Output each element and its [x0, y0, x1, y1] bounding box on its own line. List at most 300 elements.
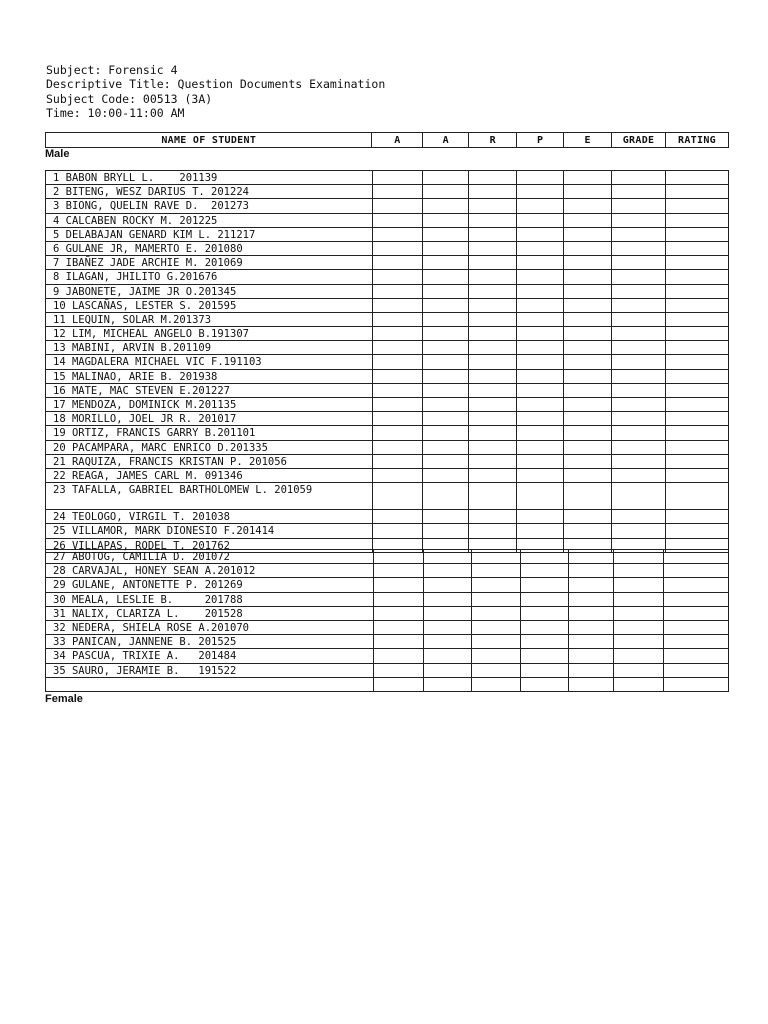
e-cell[interactable] [564, 510, 612, 524]
rating-cell[interactable] [664, 677, 729, 691]
a1-cell[interactable] [373, 592, 424, 606]
a2-cell[interactable] [423, 510, 469, 524]
r-cell[interactable] [469, 185, 517, 199]
table-row [46, 227, 729, 241]
r-cell[interactable] [469, 312, 517, 326]
rating-cell[interactable] [666, 227, 729, 241]
rating-cell[interactable] [664, 592, 729, 606]
p-cell[interactable] [517, 398, 564, 412]
grade-cell[interactable] [614, 649, 664, 663]
e-cell[interactable] [569, 592, 614, 606]
a2-cell[interactable] [424, 663, 472, 677]
a1-cell[interactable] [372, 213, 423, 227]
grade-cell[interactable] [614, 578, 664, 592]
grade-cell[interactable] [612, 256, 666, 270]
student-name-cell: 26 VILLAPAS, RODEL T. 201762 [46, 538, 373, 552]
p-cell[interactable] [517, 270, 564, 284]
p-cell[interactable] [517, 383, 564, 397]
grade-cell[interactable] [612, 483, 666, 510]
r-cell[interactable] [469, 327, 517, 341]
table-row [46, 510, 729, 524]
a2-cell[interactable] [424, 635, 472, 649]
a1-cell[interactable] [372, 440, 423, 454]
r-cell[interactable] [469, 213, 517, 227]
grade-cell[interactable] [614, 564, 664, 578]
r-cell[interactable] [472, 620, 521, 634]
grade-cell[interactable] [612, 383, 666, 397]
a2-cell[interactable] [424, 564, 472, 578]
rating-cell[interactable] [666, 440, 729, 454]
r-cell[interactable] [469, 510, 517, 524]
student-name-cell: 13 MABINI, ARVIN B.201109 [46, 341, 373, 355]
e-cell[interactable] [564, 383, 612, 397]
student-name-cell: 8 ILAGAN, JHILITO G.201676 [46, 270, 373, 284]
subject-line: Subject: Forensic 4 [46, 63, 178, 77]
e-cell[interactable] [569, 578, 614, 592]
rating-cell[interactable] [666, 398, 729, 412]
rating-cell[interactable] [666, 341, 729, 355]
e-cell[interactable] [564, 256, 612, 270]
a1-cell[interactable] [372, 185, 423, 199]
p-cell[interactable] [517, 355, 564, 369]
grade-cell[interactable] [614, 606, 664, 620]
a1-cell[interactable] [372, 227, 423, 241]
p-cell[interactable] [521, 677, 569, 691]
rating-cell[interactable] [666, 256, 729, 270]
p-cell[interactable] [517, 483, 564, 510]
grade-cell[interactable] [614, 550, 664, 564]
student-name-cell: 33 PANICAN, JANNENE B. 201525 [46, 635, 374, 649]
e-cell[interactable] [564, 355, 612, 369]
student-name-cell: 34 PASCUA, TRIXIE A. 201484 [46, 649, 374, 663]
student-name-cell: 12 LIM, MICHEAL ANGELO B.191307 [46, 327, 373, 341]
table-row [46, 270, 729, 284]
p-cell[interactable] [517, 341, 564, 355]
a1-cell[interactable] [373, 564, 424, 578]
p-cell[interactable] [517, 241, 564, 255]
grade-cell[interactable] [614, 677, 664, 691]
a2-cell[interactable] [423, 284, 469, 298]
r-cell[interactable] [469, 524, 517, 538]
rating-cell[interactable] [666, 426, 729, 440]
rating-cell[interactable] [666, 355, 729, 369]
a2-cell[interactable] [423, 270, 469, 284]
p-cell[interactable] [521, 564, 569, 578]
rating-cell[interactable] [666, 510, 729, 524]
e-cell[interactable] [564, 341, 612, 355]
a2-cell[interactable] [423, 341, 469, 355]
p-cell[interactable] [521, 635, 569, 649]
r-cell[interactable] [472, 635, 521, 649]
grade-cell[interactable] [612, 510, 666, 524]
grade-cell[interactable] [612, 369, 666, 383]
a2-cell[interactable] [424, 550, 472, 564]
a1-cell[interactable] [372, 284, 423, 298]
table-row [46, 398, 729, 412]
p-cell[interactable] [517, 440, 564, 454]
grade-cell[interactable] [612, 312, 666, 326]
a1-cell[interactable] [372, 241, 423, 255]
grade-cell[interactable] [612, 327, 666, 341]
a1-cell[interactable] [373, 620, 424, 634]
student-name-cell: 15 MALINAO, ARIE B. 201938 [46, 369, 373, 383]
table-row [46, 341, 729, 355]
grade-cell[interactable] [612, 185, 666, 199]
p-cell[interactable] [517, 213, 564, 227]
rating-cell[interactable] [666, 369, 729, 383]
a1-cell[interactable] [373, 677, 424, 691]
a2-cell[interactable] [423, 185, 469, 199]
p-cell[interactable] [521, 578, 569, 592]
rating-cell[interactable] [666, 383, 729, 397]
student-name-cell: 18 MORILLO, JOEL JR R. 201017 [46, 412, 373, 426]
time-line: Time: 10:00-11:00 AM [46, 105, 185, 120]
a1-cell[interactable] [372, 524, 423, 538]
e-cell[interactable] [569, 620, 614, 634]
p-cell[interactable] [521, 550, 569, 564]
e-cell[interactable] [564, 241, 612, 255]
e-cell[interactable] [569, 635, 614, 649]
p-cell[interactable] [517, 171, 564, 185]
r-cell[interactable] [472, 564, 521, 578]
student-name-cell: 16 MATE, MAC STEVEN E.201227 [46, 383, 373, 397]
p-cell[interactable] [517, 468, 564, 482]
e-cell[interactable] [564, 454, 612, 468]
r-cell[interactable] [469, 369, 517, 383]
a2-cell[interactable] [423, 483, 469, 510]
female-students-table [45, 549, 729, 692]
e-cell[interactable] [569, 550, 614, 564]
r-cell[interactable] [469, 355, 517, 369]
e-cell[interactable] [569, 606, 614, 620]
male-students-table [45, 170, 729, 553]
a2-cell[interactable] [423, 171, 469, 185]
p-cell[interactable] [521, 620, 569, 634]
a1-cell[interactable] [373, 649, 424, 663]
female-section-label: Female [45, 693, 83, 705]
grade-cell[interactable] [612, 454, 666, 468]
e-cell[interactable] [564, 312, 612, 326]
r-cell[interactable] [472, 578, 521, 592]
a1-cell[interactable] [372, 468, 423, 482]
grade-cell[interactable] [612, 341, 666, 355]
rating-cell[interactable] [666, 298, 729, 312]
table-row [46, 564, 729, 578]
a1-cell[interactable] [372, 355, 423, 369]
r-cell[interactable] [469, 298, 517, 312]
a1-cell[interactable] [373, 606, 424, 620]
r-cell[interactable] [469, 398, 517, 412]
rating-cell[interactable] [664, 635, 729, 649]
a1-cell[interactable] [373, 635, 424, 649]
table-row [46, 620, 729, 634]
rating-cell[interactable] [664, 620, 729, 634]
p-cell[interactable] [517, 510, 564, 524]
grade-cell[interactable] [614, 635, 664, 649]
a2-cell[interactable] [424, 606, 472, 620]
e-cell[interactable] [564, 398, 612, 412]
r-cell[interactable] [469, 383, 517, 397]
p-cell[interactable] [517, 426, 564, 440]
p-cell[interactable] [521, 606, 569, 620]
grade-cell[interactable] [612, 213, 666, 227]
p-cell[interactable] [521, 663, 569, 677]
a2-cell[interactable] [423, 369, 469, 383]
rating-cell[interactable] [664, 578, 729, 592]
e-cell[interactable] [564, 298, 612, 312]
e-cell[interactable] [569, 649, 614, 663]
a2-cell[interactable] [424, 578, 472, 592]
col-grade: GRADE [612, 133, 666, 148]
a1-cell[interactable] [372, 312, 423, 326]
rating-cell[interactable] [666, 270, 729, 284]
grade-cell[interactable] [612, 412, 666, 426]
rating-cell[interactable] [666, 327, 729, 341]
p-cell[interactable] [517, 298, 564, 312]
r-cell[interactable] [472, 592, 521, 606]
a2-cell[interactable] [423, 298, 469, 312]
r-cell[interactable] [469, 426, 517, 440]
rating-cell[interactable] [666, 284, 729, 298]
table-row [46, 592, 729, 606]
a2-cell[interactable] [424, 677, 472, 691]
rating-cell[interactable] [666, 185, 729, 199]
a2-cell[interactable] [423, 398, 469, 412]
e-cell[interactable] [564, 284, 612, 298]
e-cell[interactable] [564, 369, 612, 383]
table-row [46, 213, 729, 227]
p-cell[interactable] [517, 312, 564, 326]
table-row [46, 440, 729, 454]
p-cell[interactable] [517, 256, 564, 270]
a2-cell[interactable] [424, 620, 472, 634]
col-r: R [469, 133, 517, 148]
e-cell[interactable] [569, 663, 614, 677]
a1-cell[interactable] [373, 550, 424, 564]
rating-cell[interactable] [666, 213, 729, 227]
e-cell[interactable] [564, 440, 612, 454]
a1-cell[interactable] [372, 454, 423, 468]
p-cell[interactable] [517, 524, 564, 538]
p-cell[interactable] [517, 227, 564, 241]
col-name-of-student: NAME OF STUDENT [46, 133, 372, 148]
male-section-label: Male [45, 148, 70, 160]
grade-cell[interactable] [614, 592, 664, 606]
a2-cell[interactable] [423, 383, 469, 397]
a1-cell[interactable] [372, 256, 423, 270]
grade-cell[interactable] [612, 284, 666, 298]
r-cell[interactable] [469, 412, 517, 426]
rating-cell[interactable] [666, 312, 729, 326]
a2-cell[interactable] [424, 592, 472, 606]
student-name-cell: 29 GULANE, ANTONETTE P. 201269 [46, 578, 374, 592]
grade-cell[interactable] [612, 171, 666, 185]
r-cell[interactable] [469, 171, 517, 185]
grade-cell[interactable] [612, 270, 666, 284]
a1-cell[interactable] [372, 383, 423, 397]
a1-cell[interactable] [372, 341, 423, 355]
student-name-cell: 6 GULANE JR, MAMERTO E. 201080 [46, 241, 373, 255]
a2-cell[interactable] [423, 412, 469, 426]
p-cell[interactable] [517, 284, 564, 298]
table-row [46, 524, 729, 538]
p-cell[interactable] [517, 454, 564, 468]
a1-cell[interactable] [372, 510, 423, 524]
e-cell[interactable] [564, 227, 612, 241]
p-cell[interactable] [517, 412, 564, 426]
table-row [46, 649, 729, 663]
rating-cell[interactable] [666, 483, 729, 510]
grade-cell[interactable] [614, 620, 664, 634]
r-cell[interactable] [469, 241, 517, 255]
a2-cell[interactable] [423, 454, 469, 468]
rating-cell[interactable] [664, 550, 729, 564]
e-cell[interactable] [569, 564, 614, 578]
r-cell[interactable] [469, 440, 517, 454]
table-row [46, 312, 729, 326]
a1-cell[interactable] [372, 398, 423, 412]
r-cell[interactable] [472, 649, 521, 663]
student-name-cell: 5 DELABAJAN GENARD KIM L. 211217 [46, 227, 373, 241]
rating-cell[interactable] [664, 606, 729, 620]
a2-cell[interactable] [423, 524, 469, 538]
e-cell[interactable] [564, 426, 612, 440]
student-name-cell: 21 RAQUIZA, FRANCIS KRISTAN P. 201056 [46, 454, 373, 468]
grade-cell[interactable] [612, 241, 666, 255]
a2-cell[interactable] [423, 199, 469, 213]
e-cell[interactable] [564, 199, 612, 213]
grade-cell[interactable] [612, 355, 666, 369]
table-row [46, 426, 729, 440]
a1-cell[interactable] [372, 412, 423, 426]
e-cell[interactable] [564, 327, 612, 341]
a1-cell[interactable] [372, 426, 423, 440]
student-name-cell: 24 TEOLOGO, VIRGIL T. 201038 [46, 510, 373, 524]
grade-cell[interactable] [612, 468, 666, 482]
a1-cell[interactable] [372, 369, 423, 383]
grade-cell[interactable] [612, 426, 666, 440]
a2-cell[interactable] [423, 426, 469, 440]
p-cell[interactable] [517, 327, 564, 341]
p-cell[interactable] [517, 185, 564, 199]
table-row [46, 369, 729, 383]
a2-cell[interactable] [423, 440, 469, 454]
a2-cell[interactable] [423, 468, 469, 482]
r-cell[interactable] [469, 227, 517, 241]
rating-cell[interactable] [666, 199, 729, 213]
a2-cell[interactable] [424, 649, 472, 663]
rating-cell[interactable] [666, 241, 729, 255]
table-row [46, 327, 729, 341]
p-cell[interactable] [521, 649, 569, 663]
grade-cell[interactable] [612, 227, 666, 241]
p-cell[interactable] [517, 199, 564, 213]
rating-cell[interactable] [664, 564, 729, 578]
a2-cell[interactable] [423, 213, 469, 227]
rating-cell[interactable] [664, 649, 729, 663]
table-row [46, 578, 729, 592]
a1-cell[interactable] [372, 298, 423, 312]
grade-cell[interactable] [612, 524, 666, 538]
r-cell[interactable] [472, 677, 521, 691]
student-name-cell: 28 CARVAJAL, HONEY SEAN A.201012 [46, 564, 374, 578]
e-cell[interactable] [564, 270, 612, 284]
a2-cell[interactable] [423, 227, 469, 241]
rating-cell[interactable] [666, 171, 729, 185]
rating-cell[interactable] [666, 454, 729, 468]
e-cell[interactable] [564, 185, 612, 199]
student-name-cell: 11 LEQUIN, SOLAR M.201373 [46, 312, 373, 326]
a1-cell[interactable] [372, 327, 423, 341]
e-cell[interactable] [569, 677, 614, 691]
a2-cell[interactable] [423, 312, 469, 326]
grade-cell[interactable] [612, 298, 666, 312]
a1-cell[interactable] [372, 270, 423, 284]
document-header [46, 63, 385, 120]
student-name-cell: 17 MENDOZA, DOMINICK M.201135 [46, 398, 373, 412]
student-name-cell [46, 677, 374, 691]
grade-cell[interactable] [612, 199, 666, 213]
e-cell[interactable] [564, 468, 612, 482]
e-cell[interactable] [564, 171, 612, 185]
grade-cell[interactable] [612, 440, 666, 454]
e-cell[interactable] [564, 483, 612, 510]
a1-cell[interactable] [372, 199, 423, 213]
rating-cell[interactable] [666, 524, 729, 538]
r-cell[interactable] [472, 663, 521, 677]
table-row [46, 355, 729, 369]
r-cell[interactable] [469, 483, 517, 510]
a1-cell[interactable] [373, 663, 424, 677]
r-cell[interactable] [469, 199, 517, 213]
a1-cell[interactable] [372, 483, 423, 510]
a2-cell[interactable] [423, 256, 469, 270]
r-cell[interactable] [469, 256, 517, 270]
col-e: E [564, 133, 612, 148]
grade-cell[interactable] [614, 663, 664, 677]
rating-cell[interactable] [666, 468, 729, 482]
r-cell[interactable] [472, 550, 521, 564]
table-row [46, 284, 729, 298]
a2-cell[interactable] [423, 327, 469, 341]
rating-cell[interactable] [666, 412, 729, 426]
table-row [46, 483, 729, 510]
p-cell[interactable] [517, 369, 564, 383]
r-cell[interactable] [469, 341, 517, 355]
student-name-cell: 30 MEALA, LESLIE B. 201788 [46, 592, 374, 606]
e-cell[interactable] [564, 213, 612, 227]
e-cell[interactable] [564, 524, 612, 538]
r-cell[interactable] [469, 270, 517, 284]
a2-cell[interactable] [423, 241, 469, 255]
r-cell[interactable] [469, 454, 517, 468]
a2-cell[interactable] [423, 355, 469, 369]
a1-cell[interactable] [373, 578, 424, 592]
r-cell[interactable] [472, 606, 521, 620]
p-cell[interactable] [521, 592, 569, 606]
a1-cell[interactable] [372, 171, 423, 185]
table-row [46, 677, 729, 691]
student-name-cell: 22 REAGA, JAMES CARL M. 091346 [46, 468, 373, 482]
e-cell[interactable] [564, 412, 612, 426]
r-cell[interactable] [469, 284, 517, 298]
col-p: P [517, 133, 564, 148]
r-cell[interactable] [469, 468, 517, 482]
student-name-cell: 10 LASCAÑAS, LESTER S. 201595 [46, 298, 373, 312]
student-name-cell: 2 BITENG, WESZ DARIUS T. 201224 [46, 185, 373, 199]
grade-cell[interactable] [612, 398, 666, 412]
rating-cell[interactable] [664, 663, 729, 677]
